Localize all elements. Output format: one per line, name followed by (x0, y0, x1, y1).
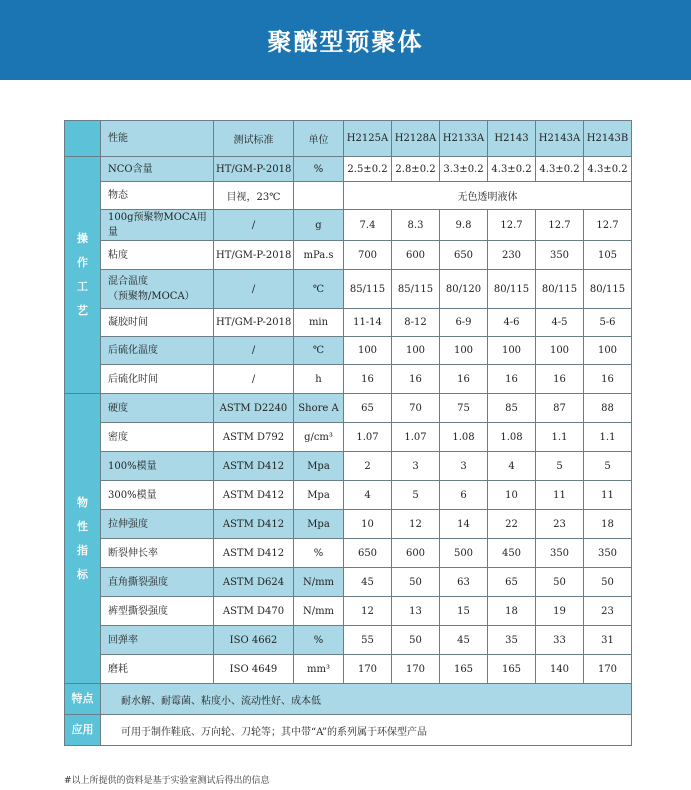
property-name (101, 510, 214, 539)
property-name-text: 凝胶时间 (108, 317, 148, 328)
property-name (101, 270, 214, 309)
value-cell: 4.3±0.2 (488, 157, 536, 182)
value-cell: 16 (488, 365, 536, 394)
value-cell: 63 (440, 568, 488, 597)
unit: % (294, 626, 344, 655)
value-cell: 16 (392, 365, 440, 394)
value-cell: 5 (392, 481, 440, 510)
value-cell: 55 (344, 626, 392, 655)
header-cell: H2133A (440, 121, 488, 157)
value-cell: 9.8 (440, 210, 488, 241)
property-name (101, 568, 214, 597)
value-cell: 45 (344, 568, 392, 597)
value-cell: 4-6 (488, 309, 536, 337)
unit: % (294, 539, 344, 568)
value-cell: 16 (536, 365, 584, 394)
value-cell: 85/115 (344, 270, 392, 309)
unit: g (294, 210, 344, 241)
value-cell: 12.7 (584, 210, 632, 241)
property-name (101, 423, 214, 452)
title-banner (0, 0, 691, 80)
table-row (65, 481, 632, 510)
unit: mPa.s (294, 241, 344, 270)
header-cell: 性能 (101, 121, 214, 157)
table-row (65, 337, 632, 365)
test-standard: / (214, 270, 294, 309)
header-cell: 测试标准 (214, 121, 294, 157)
features-label: 特点 (65, 684, 101, 715)
application-row (65, 715, 632, 746)
category-char: 作 (77, 256, 88, 269)
property-name (101, 182, 214, 210)
table-row (65, 394, 632, 423)
property-name-text: 粘度 (108, 249, 128, 261)
value-cell: 1.1 (536, 423, 584, 452)
unit: h (294, 365, 344, 394)
property-name (101, 337, 214, 365)
value-cell: 3.3±0.2 (440, 157, 488, 182)
unit: mm³ (294, 655, 344, 684)
value-cell: 100 (440, 337, 488, 365)
value-cell: 80/115 (536, 270, 584, 309)
value-cell: 450 (488, 539, 536, 568)
property-name-text: 100%模量 (108, 460, 157, 472)
property-name (101, 309, 214, 337)
value-cell: 65 (488, 568, 536, 597)
value-cell: 85 (488, 394, 536, 423)
test-standard: ISO 4649 (214, 655, 294, 684)
value-cell: 170 (344, 655, 392, 684)
value-cell: 12.7 (488, 210, 536, 241)
property-name-text: 拉伸强度 (108, 518, 148, 530)
unit: Mpa (294, 452, 344, 481)
value-cell: 33 (536, 626, 584, 655)
value-cell: 19 (536, 597, 584, 626)
property-name-text: 100g预聚物MOCA用量 (108, 212, 207, 238)
features-text: 耐水解、耐霉菌、粘度小、流动性好、成本低 (101, 684, 632, 715)
property-name (101, 626, 214, 655)
property-name (101, 210, 214, 241)
value-cell: 600 (392, 539, 440, 568)
value-cell: 100 (488, 337, 536, 365)
value-cell: 100 (392, 337, 440, 365)
property-name (101, 394, 214, 423)
value-cell: 50 (536, 568, 584, 597)
property-name-sub: （预聚物/MOCA） (108, 291, 195, 302)
property-name-text: 混合温度 (108, 276, 148, 287)
value-cell: 80/120 (440, 270, 488, 309)
header-cell: H2143A (536, 121, 584, 157)
unit: N/mm (294, 597, 344, 626)
header-cell: H2143 (488, 121, 536, 157)
table-row (65, 626, 632, 655)
category-cell (65, 157, 101, 394)
test-standard: / (214, 210, 294, 241)
property-name (101, 655, 214, 684)
test-standard: / (214, 365, 294, 394)
value-cell: 4 (344, 481, 392, 510)
test-standard: HT/GM-P-2018 (214, 309, 294, 337)
header-cell: 单位 (294, 121, 344, 157)
value-cell: 1.07 (392, 423, 440, 452)
table-row (65, 655, 632, 684)
property-name-text: 后硫化温度 (108, 345, 158, 356)
value-cell: 350 (584, 539, 632, 568)
value-cell: 75 (440, 394, 488, 423)
application-label: 应用 (65, 715, 101, 746)
value-cell: 85/115 (392, 270, 440, 309)
value-cell: 140 (536, 655, 584, 684)
category-char: 工 (77, 280, 88, 293)
value-cell: 12.7 (536, 210, 584, 241)
property-name (101, 365, 214, 394)
value-cell: 650 (440, 241, 488, 270)
value-cell: 4.3±0.2 (536, 157, 584, 182)
unit: N/mm (294, 568, 344, 597)
value-cell: 100 (584, 337, 632, 365)
value-cell: 65 (344, 394, 392, 423)
value-cell: 11-14 (344, 309, 392, 337)
test-standard: ASTM D412 (214, 510, 294, 539)
unit: Shore A (294, 394, 344, 423)
property-name (101, 597, 214, 626)
property-name-text: 断裂伸长率 (108, 547, 158, 559)
value-cell: 100 (536, 337, 584, 365)
value-cell: 12 (392, 510, 440, 539)
value-cell: 230 (488, 241, 536, 270)
value-cell: 1.1 (584, 423, 632, 452)
test-standard: 目视，23℃ (214, 182, 294, 210)
value-cell: 2 (344, 452, 392, 481)
table-row (65, 568, 632, 597)
value-cell: 4.3±0.2 (584, 157, 632, 182)
value-cell: 1.08 (488, 423, 536, 452)
value-cell: 18 (584, 510, 632, 539)
unit: Mpa (294, 510, 344, 539)
value-cell: 7.4 (344, 210, 392, 241)
property-name-text: 裤型撕裂强度 (108, 605, 168, 617)
value-cell: 4-5 (536, 309, 584, 337)
table-row (65, 157, 632, 182)
value-cell: 13 (392, 597, 440, 626)
span-value: 无色透明液体 (344, 182, 632, 210)
value-cell: 12 (344, 597, 392, 626)
unit: ℃ (294, 337, 344, 365)
value-cell: 8-12 (392, 309, 440, 337)
value-cell: 600 (392, 241, 440, 270)
header-cell: H2143B (584, 121, 632, 157)
test-standard: ASTM D412 (214, 452, 294, 481)
value-cell: 500 (440, 539, 488, 568)
value-cell: 165 (440, 655, 488, 684)
value-cell: 22 (488, 510, 536, 539)
value-cell: 10 (344, 510, 392, 539)
value-cell: 45 (440, 626, 488, 655)
value-cell: 16 (344, 365, 392, 394)
property-name-text: 硬度 (108, 402, 128, 414)
test-standard: ASTM D792 (214, 423, 294, 452)
category-char: 指 (77, 543, 88, 557)
test-standard: HT/GM-P-2018 (214, 241, 294, 270)
unit (294, 182, 344, 210)
value-cell: 1.07 (344, 423, 392, 452)
property-name-text: 直角撕裂强度 (108, 576, 168, 588)
table-row (65, 309, 632, 337)
value-cell: 87 (536, 394, 584, 423)
header-cell: H2125A (344, 121, 392, 157)
value-cell: 35 (488, 626, 536, 655)
test-standard: ISO 4662 (214, 626, 294, 655)
category-char: 艺 (77, 304, 88, 317)
value-cell: 50 (392, 626, 440, 655)
property-name (101, 481, 214, 510)
value-cell: 350 (536, 241, 584, 270)
value-cell: 50 (392, 568, 440, 597)
category-char: 操 (77, 232, 88, 245)
value-cell: 5-6 (584, 309, 632, 337)
value-cell: 350 (536, 539, 584, 568)
value-cell: 170 (584, 655, 632, 684)
value-cell: 3 (392, 452, 440, 481)
property-name (101, 539, 214, 568)
test-standard: HT/GM-P-2018 (214, 157, 294, 182)
value-cell: 14 (440, 510, 488, 539)
value-cell: 23 (536, 510, 584, 539)
features-row (65, 684, 632, 715)
test-standard: ASTM D412 (214, 481, 294, 510)
property-name-text: 磨耗 (108, 663, 128, 675)
table-row (65, 539, 632, 568)
category-char: 性 (77, 519, 88, 533)
test-standard: ASTM D470 (214, 597, 294, 626)
category-char: 物 (77, 495, 88, 509)
value-cell: 8.3 (392, 210, 440, 241)
value-cell: 5 (584, 452, 632, 481)
application-text: 可用于制作鞋底、万向轮、刀轮等；其中带“A”的系列属于环保型产品 (101, 715, 632, 746)
test-standard: / (214, 337, 294, 365)
table-row (65, 365, 632, 394)
unit: Mpa (294, 481, 344, 510)
property-name-text: 后硫化时间 (108, 373, 158, 385)
value-cell: 6 (440, 481, 488, 510)
value-cell: 4 (488, 452, 536, 481)
footnote: #以上所提供的资料是基于实验室测试后得出的信息 (64, 776, 270, 786)
unit: min (294, 309, 344, 337)
value-cell: 15 (440, 597, 488, 626)
table-row (65, 182, 632, 210)
table-row (65, 270, 632, 309)
value-cell: 3 (440, 452, 488, 481)
property-name-text: 物态 (108, 190, 128, 201)
table-row (65, 452, 632, 481)
table-row (65, 510, 632, 539)
value-cell: 170 (392, 655, 440, 684)
value-cell: 700 (344, 241, 392, 270)
property-name-text: 回弹率 (108, 634, 138, 646)
value-cell: 105 (584, 241, 632, 270)
category-char: 标 (77, 567, 88, 581)
table-row (65, 597, 632, 626)
value-cell: 10 (488, 481, 536, 510)
property-name (101, 452, 214, 481)
unit: g/cm³ (294, 423, 344, 452)
value-cell: 100 (344, 337, 392, 365)
property-name-text: 300%模量 (108, 489, 157, 501)
value-cell: 2.5±0.2 (344, 157, 392, 182)
value-cell: 6-9 (440, 309, 488, 337)
value-cell: 165 (488, 655, 536, 684)
value-cell: 70 (392, 394, 440, 423)
value-cell: 2.8±0.2 (392, 157, 440, 182)
table-row (65, 241, 632, 270)
property-name-text: 密度 (108, 431, 128, 443)
test-standard: ASTM D2240 (214, 394, 294, 423)
value-cell: 31 (584, 626, 632, 655)
property-name-text: NCO含量 (108, 163, 153, 175)
value-cell: 16 (584, 365, 632, 394)
value-cell: 80/115 (584, 270, 632, 309)
property-name (101, 241, 214, 270)
value-cell: 16 (440, 365, 488, 394)
header-cell: H2128A (392, 121, 440, 157)
unit: % (294, 157, 344, 182)
page-title: 聚醚型预聚体 (267, 28, 424, 56)
header-corner (65, 121, 101, 157)
header-row (65, 121, 632, 157)
test-standard: ASTM D412 (214, 539, 294, 568)
value-cell: 1.08 (440, 423, 488, 452)
test-standard: ASTM D624 (214, 568, 294, 597)
value-cell: 80/115 (488, 270, 536, 309)
category-cell (65, 394, 101, 684)
value-cell: 50 (584, 568, 632, 597)
unit: ℃ (294, 270, 344, 309)
value-cell: 650 (344, 539, 392, 568)
table-row (65, 423, 632, 452)
property-name (101, 157, 214, 182)
value-cell: 11 (584, 481, 632, 510)
spec-table (64, 120, 632, 746)
value-cell: 88 (584, 394, 632, 423)
value-cell: 5 (536, 452, 584, 481)
value-cell: 11 (536, 481, 584, 510)
value-cell: 18 (488, 597, 536, 626)
table-row (65, 210, 632, 241)
value-cell: 23 (584, 597, 632, 626)
